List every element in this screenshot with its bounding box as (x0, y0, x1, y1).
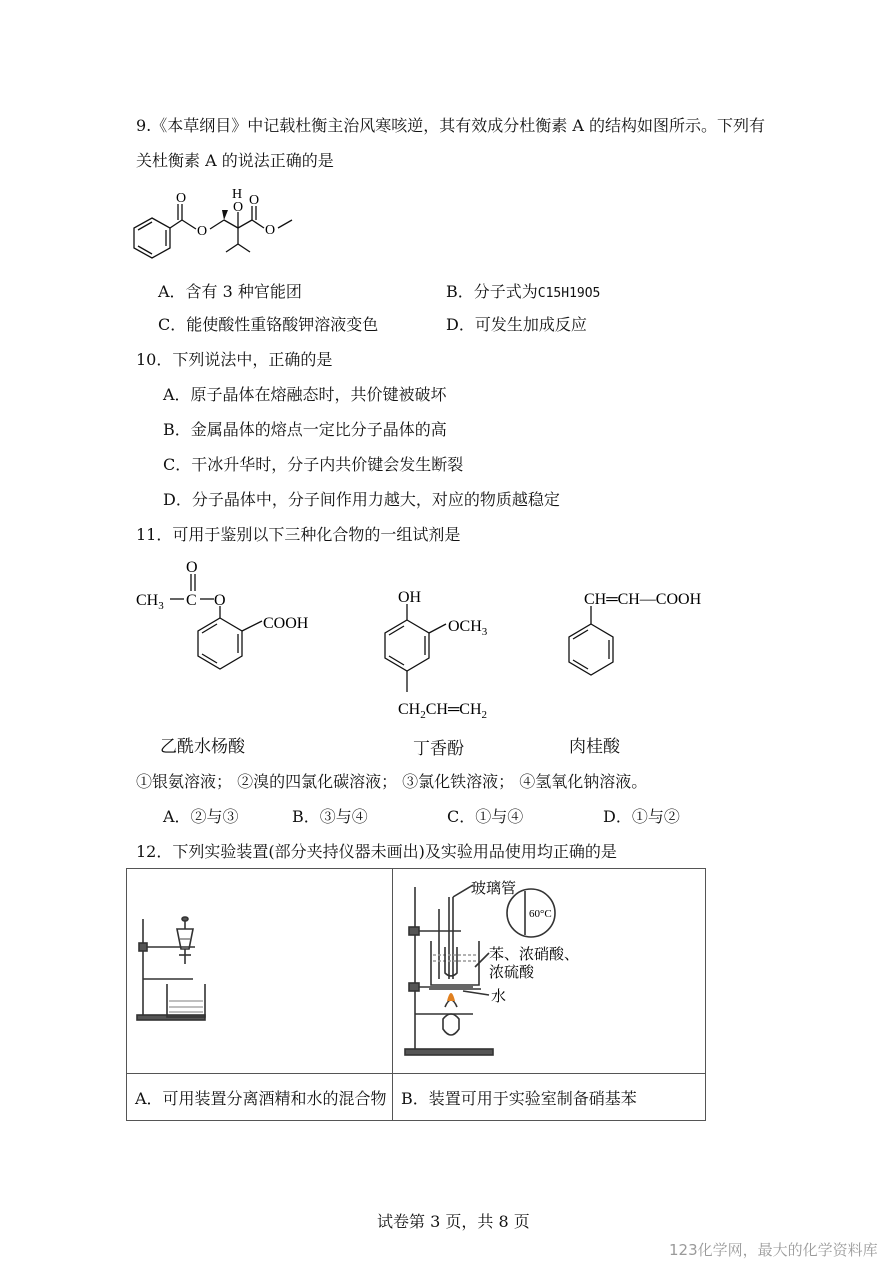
q12-apparatus-b-cell (393, 869, 706, 1074)
nitrobenzene-apparatus (393, 869, 705, 1069)
q11-cinnamic-chain-label: CH═CH—COOH (584, 591, 702, 608)
q9-option-b (446, 281, 600, 305)
separatory-funnel-apparatus (127, 869, 392, 1069)
q11-aspirin-name: 乙酰水杨酸 (160, 737, 245, 757)
q11-aspirin-o-label: O (186, 559, 198, 576)
q9-stem-line1: 9.《本草纲目》中记载杜衡主治风寒咳逆，其有效成分杜衡素 A 的结构如图所示。下列有 (136, 116, 765, 135)
q10-stem: 10．下列说法中，正确的是 (136, 350, 333, 369)
q10-option-d: D．分子晶体中，分子间作用力越大，对应的物质越稳定 (163, 490, 560, 509)
q11-cinnamic-name: 肉桂酸 (569, 737, 620, 757)
q9-methoxy-o-label: O (265, 223, 276, 238)
q10-option-c: C．干冰升华时，分子内共价键会发生断裂 (163, 455, 464, 474)
q9-option-d: D．可发生加成反应 (446, 315, 587, 334)
q11-reagents: ①银氨溶液； ②溴的四氯化碳溶液； ③氯化铁溶液； ④氢氧化钠溶液。 (136, 772, 648, 791)
q11-stem: 11．可用于鉴别以下三种化合物的一组试剂是 (136, 525, 461, 544)
q10-option-b: B．金属晶体的熔点一定比分子晶体的高 (163, 420, 447, 439)
water-label: 水 (491, 989, 507, 1005)
reagents-label-line2: 浓硫酸 (489, 965, 535, 981)
q11-option-c: C．①与④ (447, 807, 524, 826)
temperature-label: 60°C (529, 908, 552, 920)
q11-aspirin-cooh-label: COOH (263, 615, 309, 632)
q9-option-a: A．含有 3 种官能团 (158, 282, 302, 301)
q9-stem-line2: 关杜衡素 A 的说法正确的是 (136, 151, 334, 170)
q11-option-b: B．③与④ (292, 807, 368, 826)
q11-eugenol-oh-label: OH (398, 589, 422, 606)
q12-caption-a: A．可用装置分离酒精和水的混合物 (127, 1074, 393, 1121)
q11-eugenol-structure (380, 586, 520, 721)
q10-option-a: A．原子晶体在熔融态时，共价键被破坏 (163, 385, 447, 404)
q12-apparatus-table (126, 868, 706, 1121)
q11-eugenol-och3-label: $OCH_3$ (448, 618, 488, 638)
q9-option-c: C．能使酸性重铬酸钾溶液变色 (158, 315, 379, 334)
glass-tube-label: 玻璃管 (471, 881, 517, 897)
q12-stem: 12．下列实验装置(部分夹持仪器未画出)及实验用品使用均正确的是 (136, 842, 617, 861)
q9-structure-diagram (130, 182, 320, 267)
q11-eugenol-name: 丁香酚 (413, 739, 464, 759)
page-footer: 试卷第 3 页，共 8 页 (377, 1212, 530, 1231)
q9-carbonyl-o-label: O (176, 191, 187, 206)
q9-option-b-formula: C15H19O5 (537, 286, 601, 301)
q9-option-b-prefix: B．分子式为 (446, 282, 538, 301)
q9-ester-o-label: O (197, 224, 208, 239)
reagents-label-line1: 苯、浓硝酸、 (489, 947, 580, 963)
q11-aspirin-structure (132, 556, 332, 681)
q11-option-d: D．①与② (603, 807, 680, 826)
q11-aspirin-c-label: C (186, 592, 197, 609)
q12-caption-b: B．装置可用于实验室制备硝基苯 (393, 1074, 706, 1121)
q11-eugenol-allyl-label: $CH_2CH═CH_2$ (398, 701, 488, 721)
q12-apparatus-a-cell (127, 869, 393, 1074)
q9-h-label: H (232, 187, 243, 202)
q11-aspirin-ch3-label: $CH_3$ (136, 592, 164, 612)
q9-oh-o-label: O (233, 200, 244, 215)
q11-option-a: A．②与③ (163, 807, 239, 826)
q11-cinnamic-structure (562, 586, 732, 686)
q9-carbonyl2-o-label: O (249, 193, 260, 208)
q11-aspirin-ester-o-label: O (214, 592, 226, 609)
watermark: 123化学网，最大的化学资料库 (669, 1241, 878, 1259)
